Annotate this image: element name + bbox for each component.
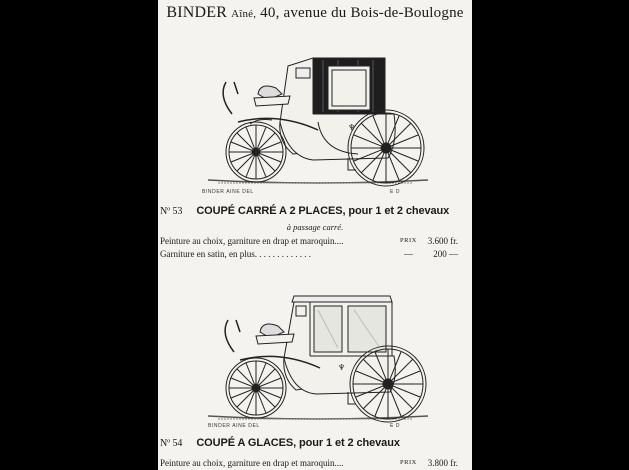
price-label: — xyxy=(404,249,413,259)
svg-text:♆: ♆ xyxy=(338,363,346,372)
coupe-carre-engraving xyxy=(198,52,438,192)
engraver-credit-right: E D xyxy=(390,423,401,429)
item-number: Nº 53 xyxy=(160,206,183,217)
maker-name: BINDER xyxy=(166,4,228,21)
item-53-title xyxy=(160,205,472,217)
engraver-credit-right: E D xyxy=(390,189,401,195)
item-54-title xyxy=(160,437,472,449)
price-label: PRIX xyxy=(400,459,417,466)
item-number: Nº 54 xyxy=(160,438,183,449)
item-title-text: COUPÉ CARRÉ A 2 PLACES, pour 1 et 2 chevaux xyxy=(196,205,450,217)
price-amount: 3.800 fr. xyxy=(427,458,458,468)
page-header xyxy=(158,4,472,22)
maker-address: 40, avenue du Bois-de-Boulogne xyxy=(260,5,464,21)
price-description: Peinture au choix, garniture en drap et maroquin.... xyxy=(160,458,344,468)
engraver-credit-left: BINDER AINE DEL xyxy=(208,423,260,429)
price-row xyxy=(160,236,458,248)
coupe-glaces-engraving xyxy=(198,288,438,426)
price-row xyxy=(160,249,458,261)
price-amount: 200 — xyxy=(433,249,458,259)
price-row xyxy=(160,458,458,470)
maker-suffix: Aîné, xyxy=(231,8,257,20)
engraver-credit-left: BINDER AINE DEL xyxy=(202,189,254,195)
item-title-text: COUPÉ A GLACES, pour 1 et 2 chevaux xyxy=(196,437,400,449)
item-53-subtitle: à passage carré. xyxy=(286,222,344,232)
carriage-illustration-54 xyxy=(198,288,438,426)
price-label: PRIX xyxy=(400,237,417,244)
svg-text:♆: ♆ xyxy=(348,123,356,132)
price-description: Peinture au choix, garniture en drap et maroquin.... xyxy=(160,236,344,246)
price-amount: 3.600 fr. xyxy=(427,236,458,246)
carriage-illustration-53 xyxy=(198,52,438,192)
catalog-page xyxy=(158,0,472,470)
price-description: Garniture en satin, en plus. . . . . . . . . . . . . xyxy=(160,249,311,259)
